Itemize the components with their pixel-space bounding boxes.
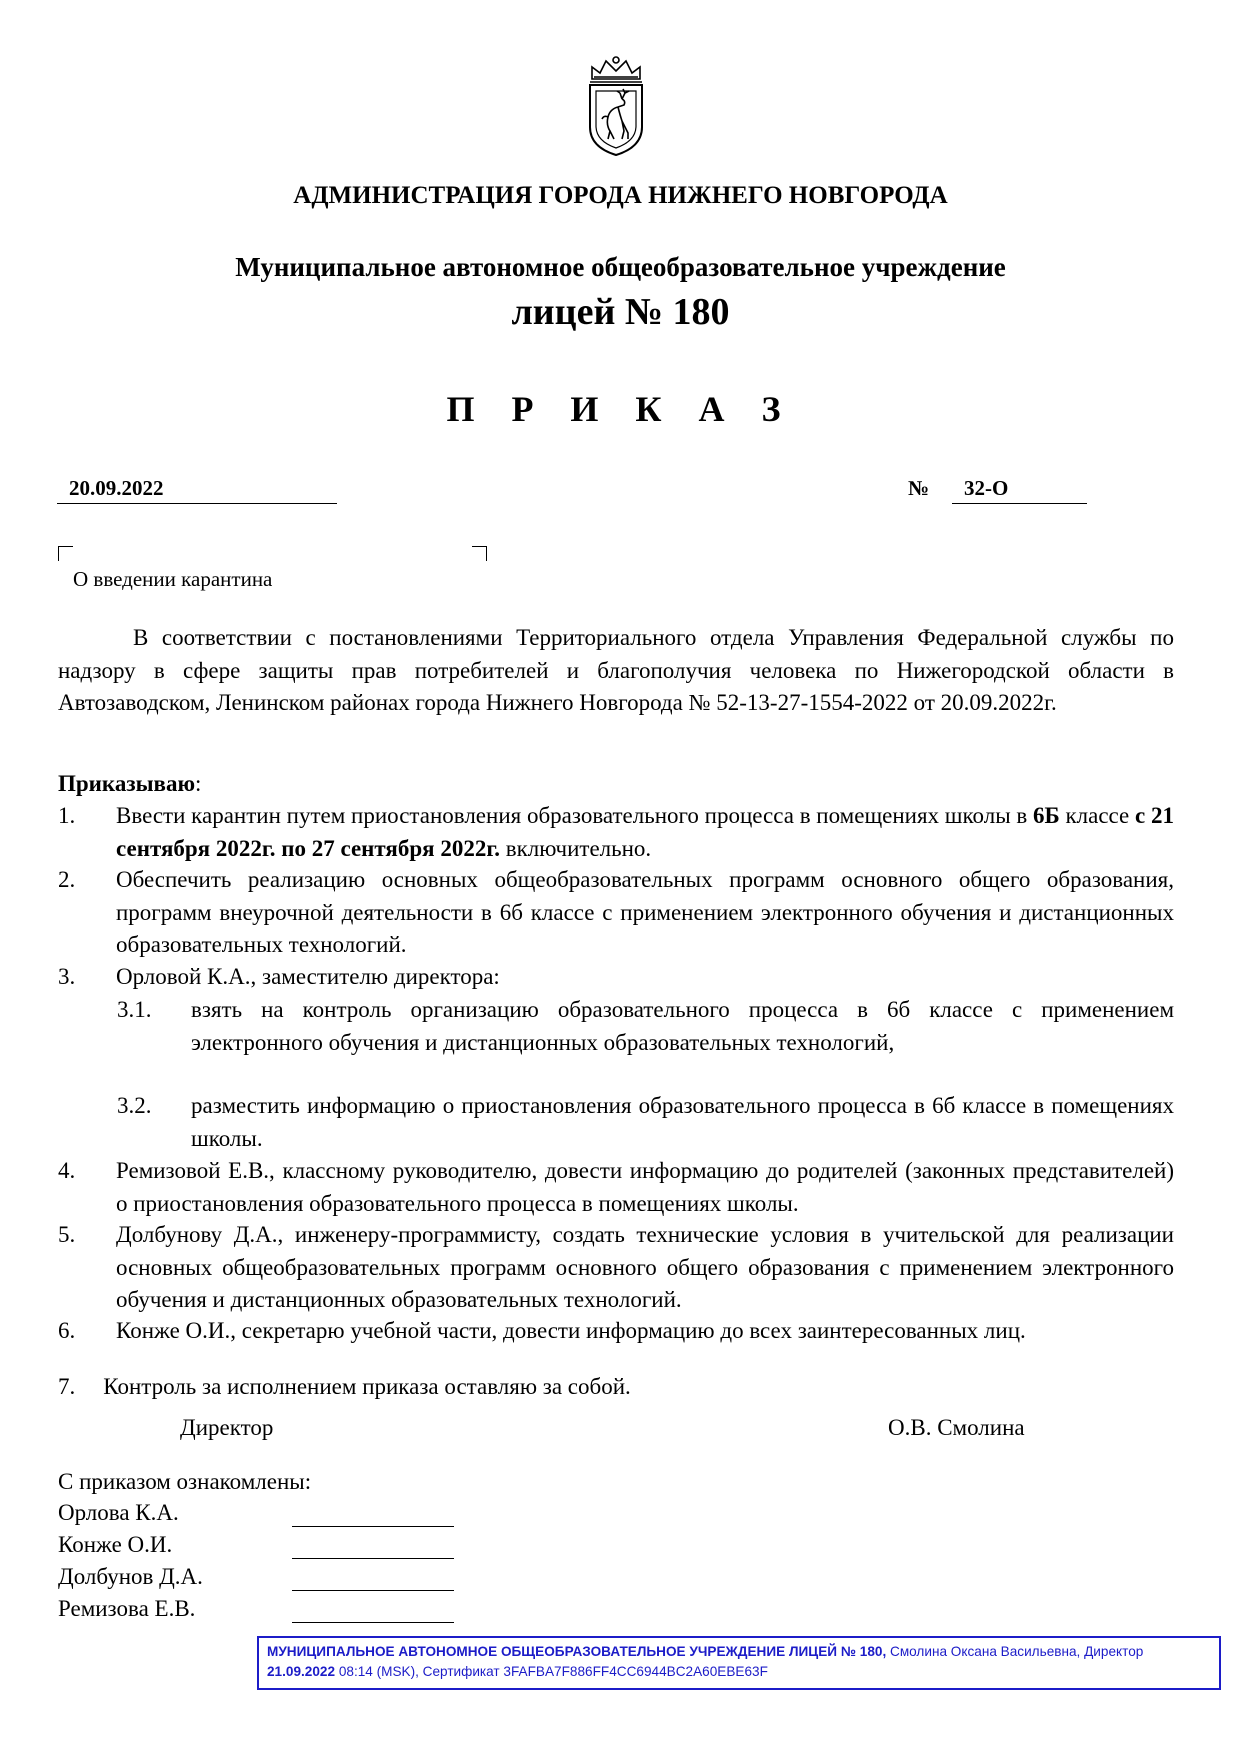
order-item-2 xyxy=(58,864,1174,962)
order-number: 32-О xyxy=(952,476,1087,504)
subitem-number: 3.1. xyxy=(117,997,152,1022)
signature-title: Директор xyxy=(180,1415,274,1440)
item-text: Долбунову Д.А., инженеру-программисту, создать технические условия в учительской для реализации основных общеобразовательных программ основного общего образования с применением электронного обучения и дистанционных образовательных технологий. xyxy=(116,1222,1174,1312)
item-text: Орловой К.А., заместителю директора: xyxy=(116,964,500,989)
item-text: Ремизовой Е.В., классному руководителю, довести информацию до родителей (законных представителей) о приостановления образовательного процесса в помещениях школы. xyxy=(116,1158,1174,1216)
order-item-1 xyxy=(58,800,1174,865)
item-number: 4. xyxy=(58,1158,76,1183)
item-number: 7. xyxy=(58,1374,76,1399)
order-item-5 xyxy=(58,1219,1174,1317)
item-number: 3. xyxy=(58,964,76,989)
item-text-part: Ввести карантин путем приостановления образовательного процесса в помещениях школы в xyxy=(116,803,1034,828)
acknowledgment-label: С приказом ознакомлены: xyxy=(58,1469,312,1494)
subject-corner-left xyxy=(58,546,73,561)
item-text-part: включительно. xyxy=(499,835,652,861)
order-item-4 xyxy=(58,1155,1174,1220)
item-text: Обеспечить реализацию основных общеобразовательных программ основного общего образования, программ внеурочной деятельности в 6б классе с применением электронного обучения и дистанционных образовательных технологий. xyxy=(116,867,1174,957)
ack-name: Орлова К.А. xyxy=(58,1500,179,1525)
stamp-line-2 xyxy=(267,1662,1211,1682)
administration-title: АДМИНИСТРАЦИЯ ГОРОДА НИЖНЕГО НОВГОРОДА xyxy=(293,182,948,209)
item-number: 6. xyxy=(58,1318,76,1343)
stamp-line-1 xyxy=(267,1642,1211,1662)
order-label xyxy=(58,768,201,801)
order-item-3 xyxy=(58,961,1174,994)
item-text xyxy=(116,800,1174,865)
item-number: 1. xyxy=(58,803,76,828)
stamp-cert: 08:14 (MSK), Сертификат 3FAFBA7F886FF4CC6944BC2A60EBE63F xyxy=(335,1664,768,1679)
subject-corner-right xyxy=(472,546,487,561)
class-highlight: 6Б xyxy=(1033,803,1060,828)
item-text: Конже О.И., секретарю учебной части, довести информацию до всех заинтересованных лиц. xyxy=(116,1318,1026,1343)
order-label-text: Приказываю xyxy=(58,771,196,796)
coat-of-arms-icon xyxy=(578,55,654,159)
signature-name: О.В. Смолина xyxy=(888,1415,1025,1440)
order-date: 20.09.2022 xyxy=(57,476,337,504)
item-number: 5. xyxy=(58,1222,76,1247)
subitem-text: разместить информацию о приостановления образовательного процесса в 6б классе в помещениях школы. xyxy=(191,1093,1174,1151)
signature-line xyxy=(292,1558,454,1559)
stamp-org: МУНИЦИПАЛЬНОЕ АВТОНОМНОЕ ОБЩЕОБРАЗОВАТЕЛЬНОЕ УЧРЕЖДЕНИЕ ЛИЦЕЙ № 180, xyxy=(267,1644,887,1659)
preamble-paragraph: В соответствии с постановлениями Территориального отдела Управления Федеральной службы по надзору в сфере защиты прав потребителей и благополучия человека по Нижегородской области в Автозаводском, Ленинском районах города Нижнего Новгорода № 52-13-27-1554-2022 от 20.09.2022г. xyxy=(58,625,1174,715)
stamp-date: 21.09.2022 xyxy=(267,1664,336,1679)
order-subitem-3-1 xyxy=(117,994,1174,1059)
date-range-highlight: с 21 сентября 2022г. по 27 сентября 2022г. xyxy=(116,803,1174,861)
ack-name: Ремизова Е.В. xyxy=(58,1596,196,1621)
order-item-6 xyxy=(58,1315,1174,1348)
ack-name: Конже О.И. xyxy=(58,1532,173,1557)
signature-line xyxy=(292,1622,454,1623)
stamp-signer: Смолина Оксана Васильевна, Директор xyxy=(886,1644,1144,1659)
item-text-part: классе xyxy=(1059,803,1136,828)
signature-line xyxy=(292,1526,454,1527)
item-text: Контроль за исполнением приказа оставляю за собой. xyxy=(103,1374,631,1399)
organization-name: Муниципальное автономное общеобразовательное учреждение xyxy=(235,252,1006,282)
item-number: 2. xyxy=(58,867,76,892)
digital-signature-stamp xyxy=(257,1636,1221,1690)
organization-number: лицей № 180 xyxy=(511,291,730,333)
order-label-colon: : xyxy=(195,771,202,796)
order-subject: О введении карантина xyxy=(73,567,273,591)
ack-name: Долбунов Д.А. xyxy=(58,1564,203,1589)
subitem-number: 3.2. xyxy=(117,1093,152,1118)
number-sign: № xyxy=(908,476,930,500)
subitem-text: взять на контроль организацию образовательного процесса в 6б классе с применением электронного обучения и дистанционных образовательных технологий, xyxy=(191,997,1174,1055)
document-type-title: П Р И К А З xyxy=(446,389,795,429)
order-subitem-3-2 xyxy=(117,1090,1174,1155)
signature-line xyxy=(292,1590,454,1591)
order-item-7 xyxy=(58,1371,631,1404)
